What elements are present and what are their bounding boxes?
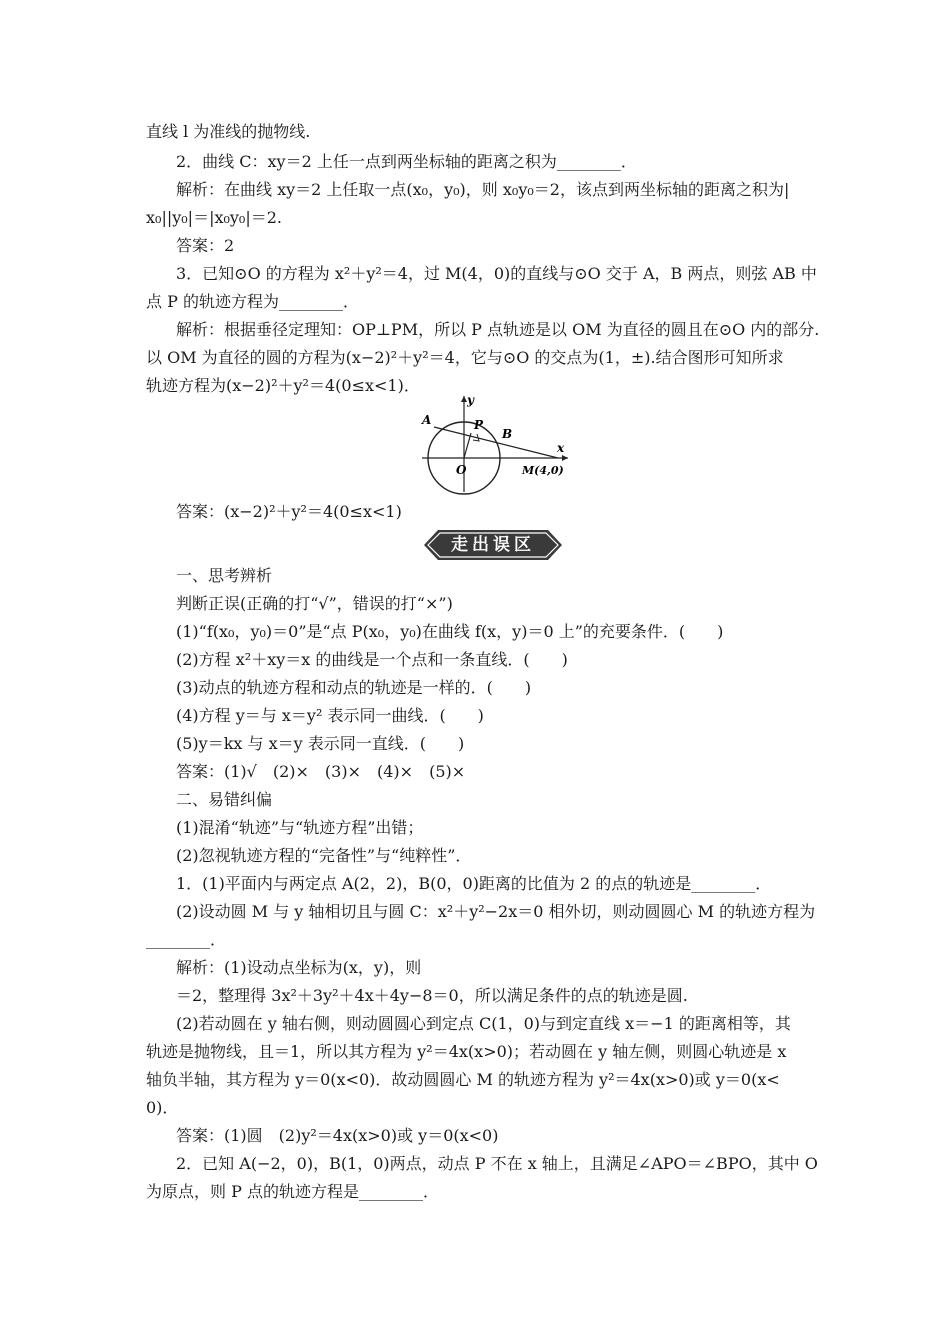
analysis-3-cont2: 轨迹方程为(x−2)²＋y²＝4(0≤x<1)． bbox=[146, 376, 420, 395]
section-heading-1: 一、思考辨析 bbox=[176, 566, 273, 585]
point-a-label: A bbox=[422, 413, 432, 427]
statement-3: (3)动点的轨迹方程和动点的轨迹是一样的．( ) bbox=[176, 678, 532, 697]
point-b-label: B bbox=[502, 427, 513, 441]
analysis-1-2: (2)若动圆在 y 轴右侧，则动圆圆心到定点 C(1，0)与到定直线 x＝−1 的距离相等，其 bbox=[176, 1014, 791, 1033]
statement-5: (5)y＝kx 与 x＝y 表示同一直线．( ) bbox=[176, 734, 465, 753]
question-3: 3．已知⊙O 的方程为 x²＋y²＝4，过 M(4，0)的直线与⊙O 交于 A，B 两点，则弦 AB 中 bbox=[176, 264, 817, 283]
section-banner bbox=[424, 530, 562, 560]
analysis-1-2-cont3: 0)． bbox=[146, 1098, 179, 1117]
analysis-1-2-cont: 轨迹是抛物线，且＝1，所以其方程为 y²＝4x(x>0)；若动圆在 y 轴左侧，则圆心轨迹是 x bbox=[146, 1042, 787, 1061]
analysis-2-cont: x₀||y₀|＝|x₀y₀|＝2. bbox=[146, 208, 283, 227]
question-3-cont: 点 P 的轨迹方程为________． bbox=[146, 292, 359, 311]
statement-1: (1)“f(x₀，y₀)＝0”是“点 P(x₀，y₀)在曲线 f(x，y)＝0 上”的充要条件．( ) bbox=[176, 622, 724, 641]
answer-3: 答案：(x−2)²＋y²＝4(0≤x<1) bbox=[176, 502, 402, 521]
analysis-1-1: 解析：(1)设动点坐标为(x，y)，则 bbox=[176, 958, 422, 977]
analysis-2: 解析：在曲线 xy＝2 上任取一点(x₀，y₀)，则 x₀y₀＝2，该点到两坐标轴的距离之积为| bbox=[176, 180, 790, 199]
text-line: 直线 l 为准线的抛物线. bbox=[146, 122, 311, 141]
point-m-label: M(4,0) bbox=[522, 464, 564, 477]
y-axis-label: y bbox=[467, 393, 474, 407]
point-o-label: O bbox=[456, 463, 467, 477]
banner-title: 走出误区 bbox=[451, 535, 535, 555]
answer-judgement: 答案：(1)√ (2)× (3)× (4)× (5)× bbox=[176, 762, 466, 781]
question-2: 2．曲线 C：xy＝2 上任一点到两坐标轴的距离之积为________． bbox=[176, 152, 637, 171]
answer-2: 答案：2 bbox=[176, 236, 235, 255]
pitfall-1: (1)混淆“轨迹”与“轨迹方程”出错； bbox=[176, 818, 424, 837]
x-axis-label: x bbox=[557, 441, 565, 455]
analysis-3: 解析：根据垂径定理知：OP⊥PM，所以 P 点轨迹是以 OM 为直径的圆且在⊙O 内的部分. bbox=[176, 320, 820, 339]
statement-4: (4)方程 y＝与 x＝y² 表示同一曲线．( ) bbox=[176, 706, 484, 725]
question-1-2: (2)设动圆 M 与 y 轴相切且与圆 C：x²＋y²−2x＝0 相外切，则动圆圆心 M 的轨迹方程为 bbox=[176, 902, 816, 921]
pitfall-2: (2)忽视轨迹方程的“完备性”与“纯粹性”． bbox=[176, 846, 472, 865]
analysis-1-2-cont2: 轴负半轴，其方程为 y＝0(x<0)．故动圆圆心 M 的轨迹方程为 y²＝4x(x>0)或 y＝0(x< bbox=[146, 1070, 780, 1089]
analysis-3-cont: 以 OM 为直径的圆的方程为(x−2)²＋y²＝4，它与⊙O 的交点为(1，±).结合图形可知所求 bbox=[146, 348, 784, 367]
answer-1: 答案：(1)圆 (2)y²＝4x(x>0)或 y＝0(x<0) bbox=[176, 1126, 499, 1145]
analysis-1-1-cont: ＝2，整理得 3x²＋3y²＋4x＋4y−8＝0，所以满足条件的点的轨迹是圆. bbox=[176, 986, 688, 1005]
question-1-2-blank: ________． bbox=[146, 930, 227, 949]
question-2b: 2．已知 A(−2，0)，B(1，0)两点，动点 P 不在 x 轴上，且满足∠APO＝∠BPO，其中 O bbox=[176, 1154, 818, 1173]
statement-2: (2)方程 x²＋xy＝x 的曲线是一个点和一条直线．( ) bbox=[176, 650, 568, 669]
section-heading-2: 二、易错纠偏 bbox=[176, 790, 273, 809]
question-2b-cont: 为原点，则 P 点的轨迹方程是________． bbox=[146, 1182, 439, 1201]
instruction: 判断正误(正确的打“√”，错误的打“×”) bbox=[176, 594, 453, 613]
point-p-label: P bbox=[474, 418, 484, 432]
circle-figure bbox=[418, 392, 572, 496]
question-1-1: 1．(1)平面内与两定点 A(2，2)，B(0，0)距离的比值为 2 的点的轨迹是________． bbox=[176, 874, 772, 893]
